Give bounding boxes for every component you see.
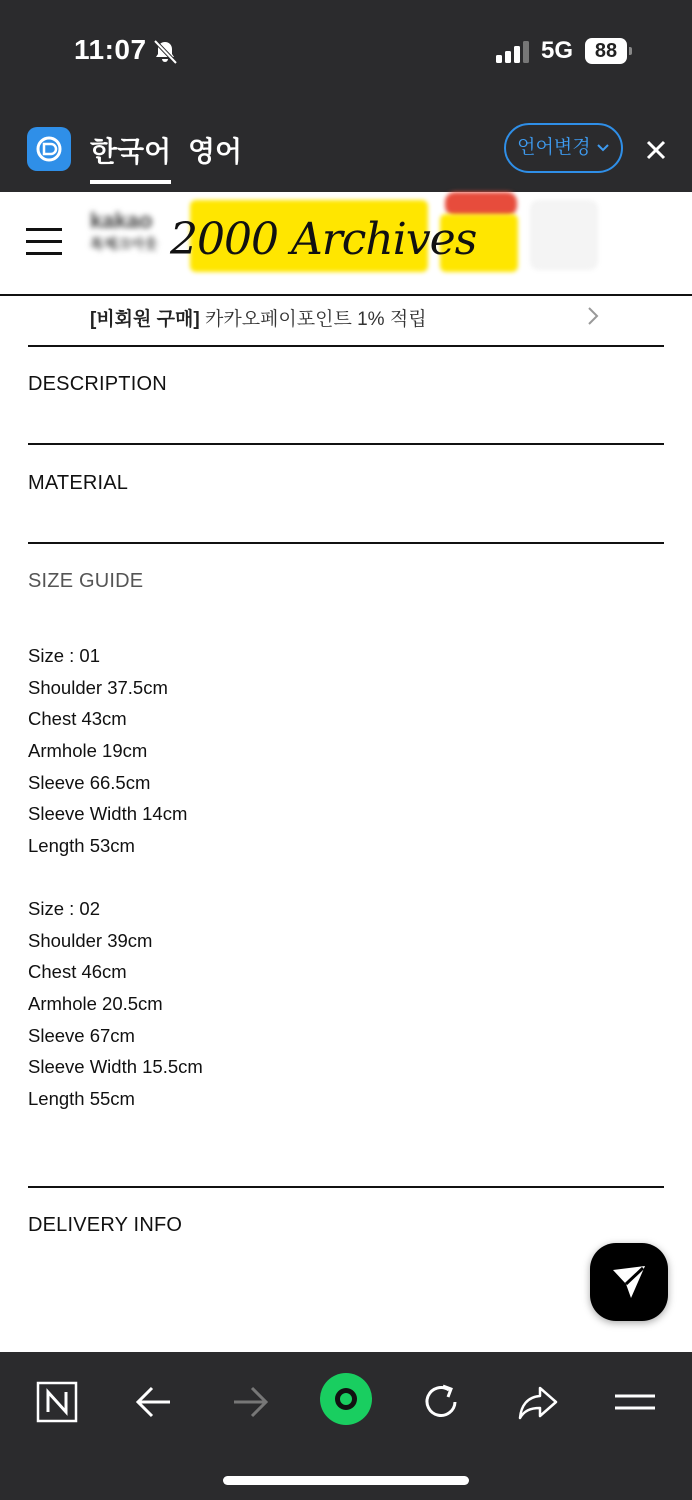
size-line: Shoulder 37.5cm	[28, 676, 168, 698]
promo-text: 카카오페이포인트 1% 적립	[205, 309, 427, 330]
kakao-checkout-badge[interactable]	[90, 208, 180, 258]
change-language-label: 언어변경	[517, 137, 591, 158]
papago-logo-icon	[27, 127, 71, 171]
network-type: 5G	[541, 37, 574, 64]
size-line: Chest 43cm	[28, 708, 127, 730]
promo-bold: [비회원 구매]	[90, 309, 200, 330]
share-icon[interactable]	[510, 1374, 566, 1430]
header-cart-box[interactable]	[530, 200, 598, 270]
size-guide-01	[28, 640, 187, 862]
reload-icon[interactable]	[413, 1374, 469, 1430]
chevron-down-icon	[596, 143, 610, 153]
change-language-button[interactable]	[504, 123, 623, 173]
divider	[28, 542, 664, 544]
size-line: Size : 02	[28, 898, 100, 919]
size-line: Sleeve 67cm	[28, 1024, 135, 1046]
menu-icon[interactable]	[607, 1374, 663, 1430]
forward-arrow-icon[interactable]	[222, 1374, 278, 1430]
size-line: Shoulder 39cm	[28, 929, 153, 951]
section-material[interactable]: MATERIAL	[28, 472, 129, 494]
site-header	[0, 192, 692, 296]
hamburger-menu-icon[interactable]	[26, 228, 62, 254]
promo-row[interactable]	[90, 304, 610, 334]
size-line: Size : 01	[28, 645, 100, 666]
battery-icon	[585, 38, 631, 64]
chevron-right-icon[interactable]	[586, 306, 600, 326]
size-line: Sleeve 66.5cm	[28, 771, 151, 793]
brand-logo[interactable]: 2000 Archives	[170, 214, 477, 265]
size-guide-02	[28, 893, 203, 1115]
send-share-button[interactable]	[590, 1243, 668, 1321]
status-bar	[0, 0, 692, 104]
translate-bar	[0, 104, 692, 192]
tab-source-language[interactable]: 한국어	[90, 130, 171, 184]
section-delivery-info[interactable]: DELIVERY INFO	[28, 1214, 183, 1236]
battery-level: 88	[585, 38, 627, 64]
status-time: 11:07	[74, 34, 147, 65]
size-line: Length 53cm	[28, 835, 135, 857]
divider	[28, 345, 664, 347]
kakao-subtext: 톡체크아웃	[90, 236, 158, 252]
back-arrow-icon[interactable]	[126, 1374, 182, 1430]
size-line: Chest 46cm	[28, 961, 127, 983]
promo-badge	[445, 192, 517, 216]
send-icon	[609, 1262, 649, 1302]
size-line: Sleeve Width 14cm	[28, 803, 188, 825]
kakao-text: kakao	[90, 208, 153, 233]
naver-home-icon[interactable]	[29, 1374, 85, 1430]
bell-muted-icon	[151, 38, 179, 66]
home-indicator	[223, 1476, 469, 1485]
divider	[28, 1186, 664, 1188]
tab-target-language[interactable]: 영어	[188, 136, 243, 167]
divider	[28, 443, 664, 445]
green-dot-icon[interactable]	[315, 1368, 377, 1430]
signal-icon	[496, 40, 532, 64]
size-line: Armhole 20.5cm	[28, 993, 163, 1015]
size-line: Sleeve Width 15.5cm	[28, 1056, 203, 1078]
size-line: Length 55cm	[28, 1088, 135, 1110]
size-line: Armhole 19cm	[28, 740, 148, 762]
section-description[interactable]: DESCRIPTION	[28, 373, 167, 395]
close-icon[interactable]	[644, 138, 668, 162]
section-size-guide[interactable]: SIZE GUIDE	[28, 570, 144, 592]
